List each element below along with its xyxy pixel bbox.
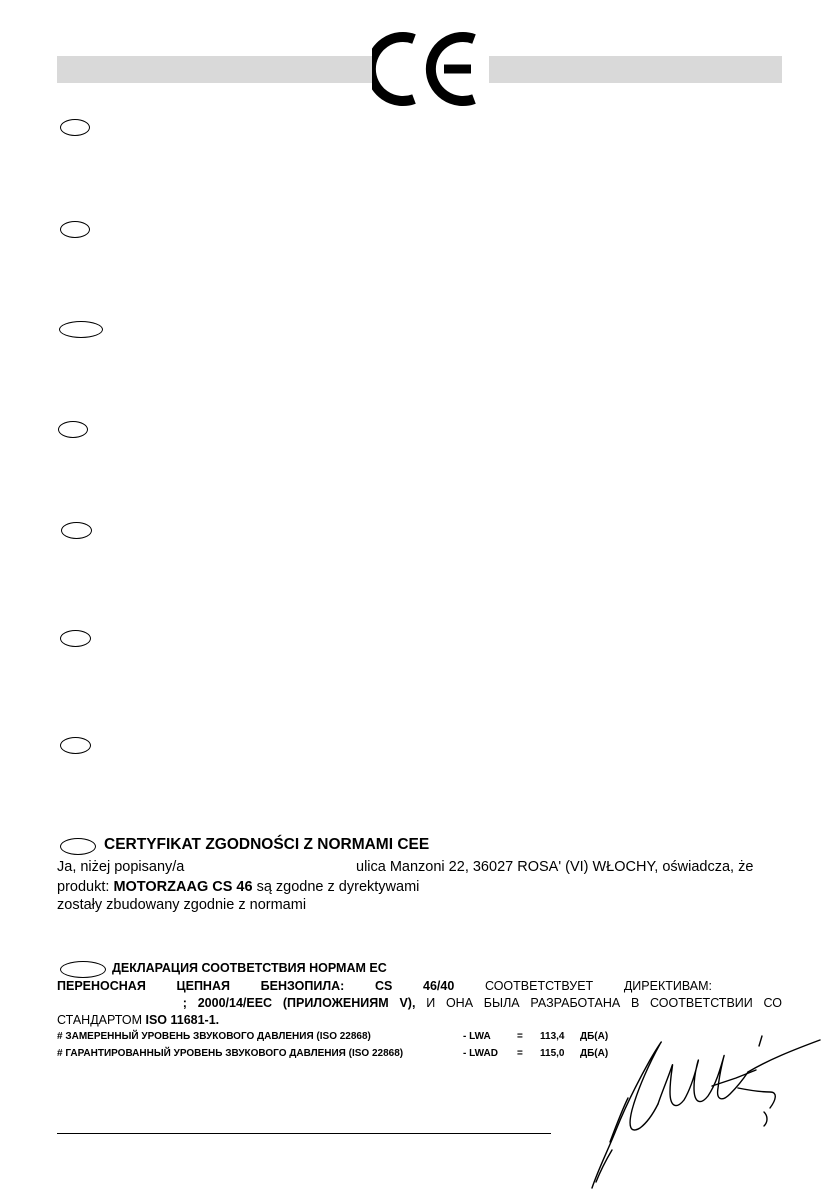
header-bar-left <box>57 56 374 83</box>
noise-eq: = <box>517 1031 523 1042</box>
noise-label: # ГАРАНТИРОВАННЫЙ УРОВЕНЬ ЗВУКОВОГО ДАВЛЕНИЯ (ISO 22868) <box>57 1048 404 1059</box>
language-oval-2 <box>60 221 90 238</box>
pl-heading: CERTYFIKAT ZGODNOŚCI Z NORMAMI CEE <box>104 836 430 853</box>
noise-value: 115,0 <box>540 1048 565 1059</box>
noise-label: # ЗАМЕРЕННЫЙ УРОВЕНЬ ЗВУКОВОГО ДАВЛЕНИЯ (ISO 22868) <box>57 1031 371 1042</box>
pl-line1-left: Ja, niżej popisany/a <box>57 859 185 875</box>
noise-row <box>57 1048 403 1059</box>
ru-standard: ISO 11681-1. <box>145 1013 220 1027</box>
pl-line3: zostały zbudowany zgodnie z normami <box>57 897 307 913</box>
ru-product-label: ПЕРЕНОСНАЯ ЦЕПНАЯ БЕНЗОПИЛА: <box>57 979 345 993</box>
noise-row <box>57 1031 371 1042</box>
pl-line2 <box>57 879 419 895</box>
ru-standard-prefix: СТАНДАРТОМ <box>57 1013 142 1027</box>
language-oval-7 <box>60 737 91 754</box>
pl-product-prefix: produkt: <box>57 879 110 895</box>
ce-mark-logo <box>372 30 484 108</box>
noise-eq: = <box>517 1048 523 1059</box>
noise-value: 113,4 <box>540 1031 565 1042</box>
language-oval-4 <box>58 421 88 438</box>
ru-model: CS 46/40 <box>374 979 455 993</box>
noise-unit: ДБ(А) <box>580 1048 609 1059</box>
language-oval-ru <box>60 961 106 978</box>
noise-unit: ДБ(А) <box>580 1031 609 1042</box>
signature-line <box>57 1133 551 1134</box>
language-oval-pl <box>60 838 96 855</box>
ru-line2-text: И ОНА БЫЛА РАЗРАБОТАНА В СООТВЕТСТВИИ СО <box>426 996 782 1010</box>
ru-line3 <box>57 1013 219 1027</box>
ru-line2 <box>57 996 782 1010</box>
ru-directives-label: СООТВЕТСТВУЕТ ДИРЕКТИВАМ: <box>484 979 713 993</box>
header-bar-right <box>489 56 782 83</box>
pl-product-name: MOTORZAAG CS 46 <box>113 879 253 895</box>
noise-code: - LWA <box>463 1031 491 1042</box>
pl-product-suffix: są zgodne z dyrektywami <box>256 879 420 895</box>
language-oval-6 <box>60 630 91 647</box>
handwritten-signature <box>588 1030 823 1190</box>
ru-line1 <box>57 979 712 993</box>
ru-directive: ; 2000/14/EEC (ПРИЛОЖЕНИЯМ V), <box>182 996 416 1010</box>
noise-code: - LWAD <box>463 1048 498 1059</box>
pl-line1-right: ulica Manzoni 22, 36027 ROSA' (VI) WŁOCHY, oświadcza, że <box>356 859 754 875</box>
language-oval-1 <box>60 119 90 136</box>
language-oval-5 <box>61 522 92 539</box>
ru-heading: ДЕКЛАРАЦИЯ СООТВЕТСТВИЯ НОРМАМ ЕС <box>112 961 387 975</box>
language-oval-3 <box>59 321 103 338</box>
